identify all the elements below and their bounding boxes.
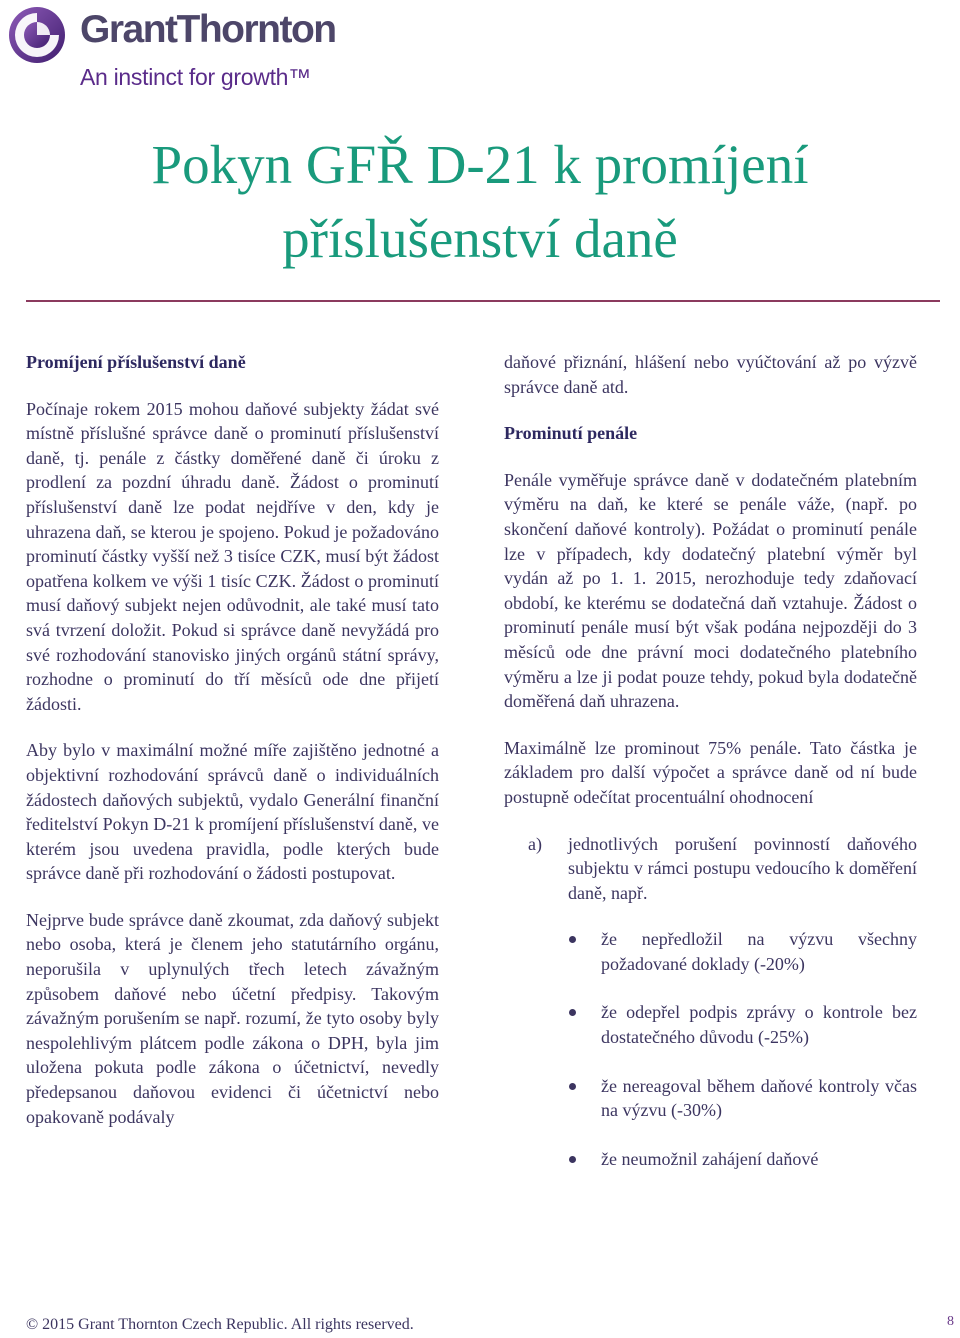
- page-title: [0, 128, 960, 276]
- list-marker: a): [528, 833, 542, 854]
- list-item-text: jednotlivých porušení povinností daňového subjektu v rámci postupu vedoucího k doměření daně, např.: [568, 833, 917, 903]
- list-item-text: že nereagoval během daňové kontroly včas na výzvu (-30%): [601, 1075, 917, 1121]
- section-heading-promijeni: Promíjení příslušenství daně: [26, 352, 246, 372]
- logo-tagline: An instinct for growth™: [80, 64, 311, 90]
- list-item: [504, 1147, 917, 1172]
- list-item-text: že nepředložil na výzvu všechny požadované doklady (-20%): [601, 929, 917, 974]
- list-item-text: že odepřel podpis zprávy o kontrole bez dostatečného důvodu (-25%): [601, 1002, 917, 1048]
- section-heading-penale: Prominutí penále: [504, 423, 638, 444]
- grant-thornton-logo: [6, 4, 336, 99]
- bullet-icon: [569, 1009, 576, 1016]
- paragraph: Aby bylo v maximální možné míře zajištěno jednotné a objektivní rozhodování správců daně o individuálních žádostech daňových subjektů, vydalo Generální finanční ředitelství Pokyn D-21 k promíjení příslušenství daně, ve kterém jsou uvedena pravidla, podle kterých bude správce daně při rozhodování o žádosti postupovat.: [26, 740, 439, 884]
- title-line-2: příslušenství daně: [282, 208, 678, 269]
- list-item: [504, 1000, 917, 1049]
- paragraph: Počínaje rokem 2015 mohou daňové subjekty žádat své místně příslušné správce daně o prominutí příslušenství daně, tj. penále z částky doměřené daně či úroku z prodlení za pozdní úhradu daně. Žádost o prominutí příslušenství daně lze podat nejdříve v den, kdy je uhrazena daň, se kterou je spojeno. Pokud je požadováno prominutí částky vyšší než 3 tisíce CZK, musí být žádost opatřena kolkem ve výši 1 tisíc CZK. Žádost o prominutí musí daňový subjekt nejen odůvodnit, ale také musí tato svá tvrzení doložit. Pokud si správce daně nevyžádá pro své rozhodování stanovisko jiných orgánů státní správy, rozhodne o prominutí do tří měsíců ode dne přijetí žádosti.: [26, 398, 439, 714]
- footer-copyright: © 2015 Grant Thornton Czech Republic. All rights reserved.: [26, 1316, 414, 1333]
- list-item-text: že neumožnil zahájení daňové: [601, 1148, 819, 1169]
- bullet-list: [504, 927, 917, 1171]
- page-number: 8: [947, 1314, 954, 1329]
- lettered-list: [504, 832, 917, 906]
- paragraph: Maximálně lze prominout 75% penále. Tato částka je základem pro další výpočet a správce daně od ní bude postupně odečítat procentuální ohodnocení: [504, 737, 917, 807]
- grant-thornton-logo-mark-icon: [6, 4, 70, 66]
- logo-name: GrantThornton: [80, 8, 336, 51]
- title-line-1: Pokyn GFŘ D-21 k promíjení: [151, 134, 809, 195]
- right-column: [504, 350, 917, 1195]
- bullet-icon: [569, 1083, 576, 1090]
- list-item: [504, 1074, 917, 1123]
- paragraph: daňové přiznání, hlášení nebo vyúčtování až po výzvě správce daně atd.: [504, 352, 917, 397]
- left-column: [26, 350, 439, 1151]
- bullet-icon: [569, 936, 576, 943]
- bullet-icon: [569, 1156, 576, 1163]
- list-item: [504, 832, 917, 906]
- paragraph: Penále vyměřuje správce daně v dodatečném platebním výměru na daň, ke které se penále váže, (např. po skončení daňové kontroly). Požádat o prominutí penále lze v případech, kdy dodatečný platební výměr byl vydán až po 1. 1. 2015, nerozhoduje tedy zdaňovací období, ke kterému se dodatečná daň vztahuje. Žádost o prominutí penále musí být však podána nejpozději do 3 měsíců ode dne právní moci dodatečného platebního výměru a lze ji podat pouze tehdy, pokud byla dodatečně doměřená daň uhrazena.: [504, 469, 917, 712]
- list-item: [504, 927, 917, 976]
- paragraph: Nejprve bude správce daně zkoumat, zda daňový subjekt nebo osoba, která je členem jeho statutárního orgánu, neporušila v uplynulých třech letech závažným způsobem daňové nebo účetní předpisy. Takovým závažným porušením se např. rozumí, že tyto osoby byly nespolehlivým plátcem podle zákona o DPH, byla jim uložena pokuta podle zákona o účetnictví, nevedly předepsanou daňovou evidenci či účetnictví nebo opakovaně podávaly: [26, 909, 439, 1127]
- title-divider: [26, 300, 940, 302]
